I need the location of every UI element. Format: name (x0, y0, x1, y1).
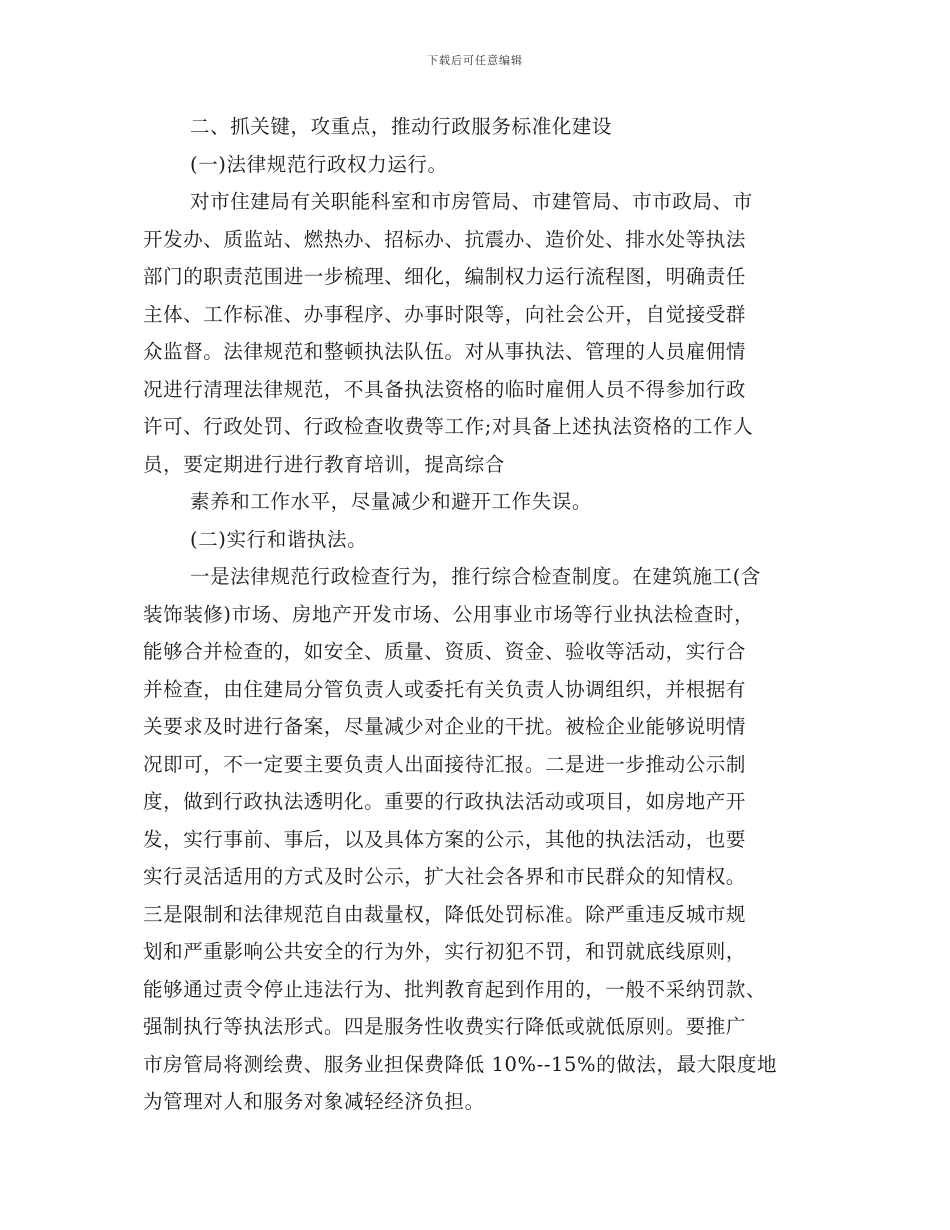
text-line: 素养和工作水平，尽量减少和避开工作失误。 (190, 490, 593, 513)
subsection-1-heading (143, 146, 813, 184)
subsection-2-heading (143, 521, 813, 559)
text-line: 强制执行等执法形式。四是服务性收费实行降低或就低原则。要推广 (143, 1015, 747, 1038)
text-line: (二)实行和谐执法。 (190, 527, 368, 551)
paragraph-2 (143, 483, 813, 521)
section-heading (143, 108, 813, 146)
text-line: 开发办、质监站、燃热办、招标办、抗震办、造价处、排水处等执法 (143, 227, 747, 251)
paragraph-3 (143, 558, 813, 1121)
text-line: 市房管局将测绘费、服务业担保费降低 10%--15%的做法，最大限度地 (143, 1052, 778, 1076)
document-body (143, 108, 813, 1121)
text-line: 二、抓关键，攻重点，推动行政服务标准化建设 (190, 115, 613, 138)
text-line: 主体、工作标准、办事程序、办事时限等，向社会公开，自觉接受群 (143, 302, 747, 326)
text-line: 许可、行政处罚、行政检查收费等工作;对具备上述执法资格的工作人 (143, 415, 754, 438)
text-line: 划和严重影响公共安全的行为外，实行初犯不罚，和罚就底线原则， (143, 940, 747, 963)
page-header-note: 下载后可任意编辑 (427, 54, 523, 67)
paragraph-1 (143, 183, 813, 483)
text-line: 关要求及时进行备案，尽量减少对企业的干扰。被检企业能够说明情 (143, 715, 747, 738)
text-line: 度，做到行政执法透明化。重要的行政执法活动或项目，如房地产开 (143, 790, 747, 813)
text-line: 装饰装修)市场、房地产开发市场、公用事业市场等行业执法检查时， (143, 602, 755, 626)
text-line: 对市住建局有关职能科室和市房管局、市建管局、市市政局、市 (190, 190, 753, 213)
text-line: 能够合并检查的，如安全、质量、资质、资金、验收等活动，实行合 (143, 640, 747, 663)
text-line: 并检查，由住建局分管负责人或委托有关负责人协调组织，并根据有 (143, 677, 747, 701)
text-line: 部门的职责范围进一步梳理、细化，编制权力运行流程图，明确责任 (143, 265, 747, 288)
text-line: 众监督。法律规范和整顿执法队伍。对从事执法、管理的人员雇佣情 (143, 340, 747, 363)
text-line: 一是法律规范行政检查行为，推行综合检查制度。在建筑施工(含 (190, 565, 762, 588)
text-line: 为管理对人和服务对象减轻经济负担。 (143, 1090, 485, 1113)
text-line: 实行灵活适用的方式及时公示，扩大社会各界和市民群众的知情权。 (143, 865, 747, 888)
text-line: 况进行清理法律规范，不具备执法资格的临时雇佣人员不得参加行政 (143, 377, 747, 401)
text-line: (一)法律规范行政权力运行。 (190, 152, 448, 176)
text-line: 能够通过责令停止违法行为、批判教育起到作用的，一般不采纳罚款、 (143, 977, 767, 1001)
text-line: 员，要定期进行进行教育培训，提高综合 (143, 452, 505, 476)
text-line: 况即可，不一定要主要负责人出面接待汇报。二是进一步推动公示制 (143, 752, 747, 776)
text-line: 三是限制和法律规范自由裁量权，降低处罚标准。除严重违反城市规 (143, 902, 747, 926)
text-line: 发，实行事前、事后，以及具体方案的公示，其他的执法活动，也要 (143, 827, 747, 851)
